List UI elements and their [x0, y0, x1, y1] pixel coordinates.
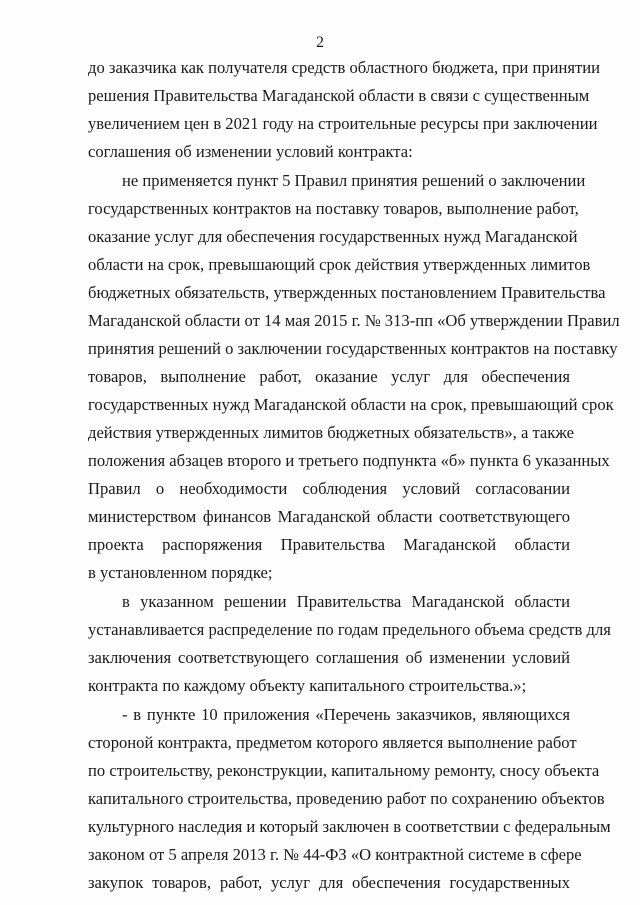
text-line: законом от 5 апреля 2013 г. № 44-ФЗ «О контрактной системе в сфере	[88, 845, 582, 864]
text-line: устанавливается распределение по годам предельного объема средств для	[88, 620, 611, 639]
text-line: решения Правительства Магаданской области в связи с существенным	[88, 86, 590, 105]
text-line: увеличением цен в 2021 году на строительные ресурсы при заключении	[88, 114, 598, 133]
text-line: по строительству, реконструкции, капитальному ремонту, сносу объекта	[88, 761, 600, 780]
text-line: в установленном порядке;	[88, 563, 273, 582]
text-line: Правил о необходимости соблюдения условий согласовании	[88, 479, 570, 498]
text-line: товаров, выполнение работ, оказание услуг для обеспечения	[88, 367, 570, 386]
text-line: государственных нужд Магаданской области на срок, превышающий срок	[88, 395, 614, 414]
text-line: бюджетных обязательств, утвержденных постановлением Правительства	[88, 283, 606, 302]
text-line: заключения соответствующего соглашения об изменении условий	[88, 648, 570, 667]
text-line: контракта по каждому объекту капитального строительства.»;	[88, 676, 527, 695]
text-line: действия утвержденных лимитов бюджетных обязательств», а также	[88, 423, 574, 442]
text-line: стороной контракта, предметом которого является выполнение работ	[88, 733, 577, 752]
text-line: проекта распоряжения Правительства Магаданской области	[88, 535, 570, 554]
text-line: Магаданской области от 14 мая 2015 г. № 313-пп «Об утверждении Правил	[88, 311, 620, 330]
text-line: капитального строительства, проведению работ по сохранению объектов	[88, 789, 605, 808]
text-line: культурного наследия и который заключен в соответствии с федеральным	[88, 817, 611, 836]
text-line: министерством финансов Магаданской области соответствующего	[88, 507, 570, 526]
text-line: оказание услуг для обеспечения государственных нужд Магаданской	[88, 227, 578, 246]
text-line: соглашения об изменении условий контракта:	[88, 142, 413, 161]
text-line: - в пункте 10 приложения «Перечень заказчиков, являющихся	[122, 705, 570, 724]
text-line: положения абзацев второго и третьего подпункта «б» пункта 6 указанных	[88, 451, 610, 470]
text-line: закупок товаров, работ, услуг для обеспечения государственных	[88, 873, 570, 892]
text-line: в указанном решении Правительства Магаданской области	[122, 592, 570, 611]
text-line: области на срок, превышающий срок действия утвержденных лимитов	[88, 255, 591, 274]
text-line: до заказчика как получателя средств областного бюджета, при принятии	[88, 58, 601, 77]
page-number: 2	[316, 34, 324, 51]
text-line: принятия решений о заключении государственных контрактов на поставку	[88, 339, 618, 358]
text-line: государственных контрактов на поставку товаров, выполнение работ,	[88, 199, 579, 218]
text-line: не применяется пункт 5 Правил принятия решений о заключении	[122, 171, 586, 190]
